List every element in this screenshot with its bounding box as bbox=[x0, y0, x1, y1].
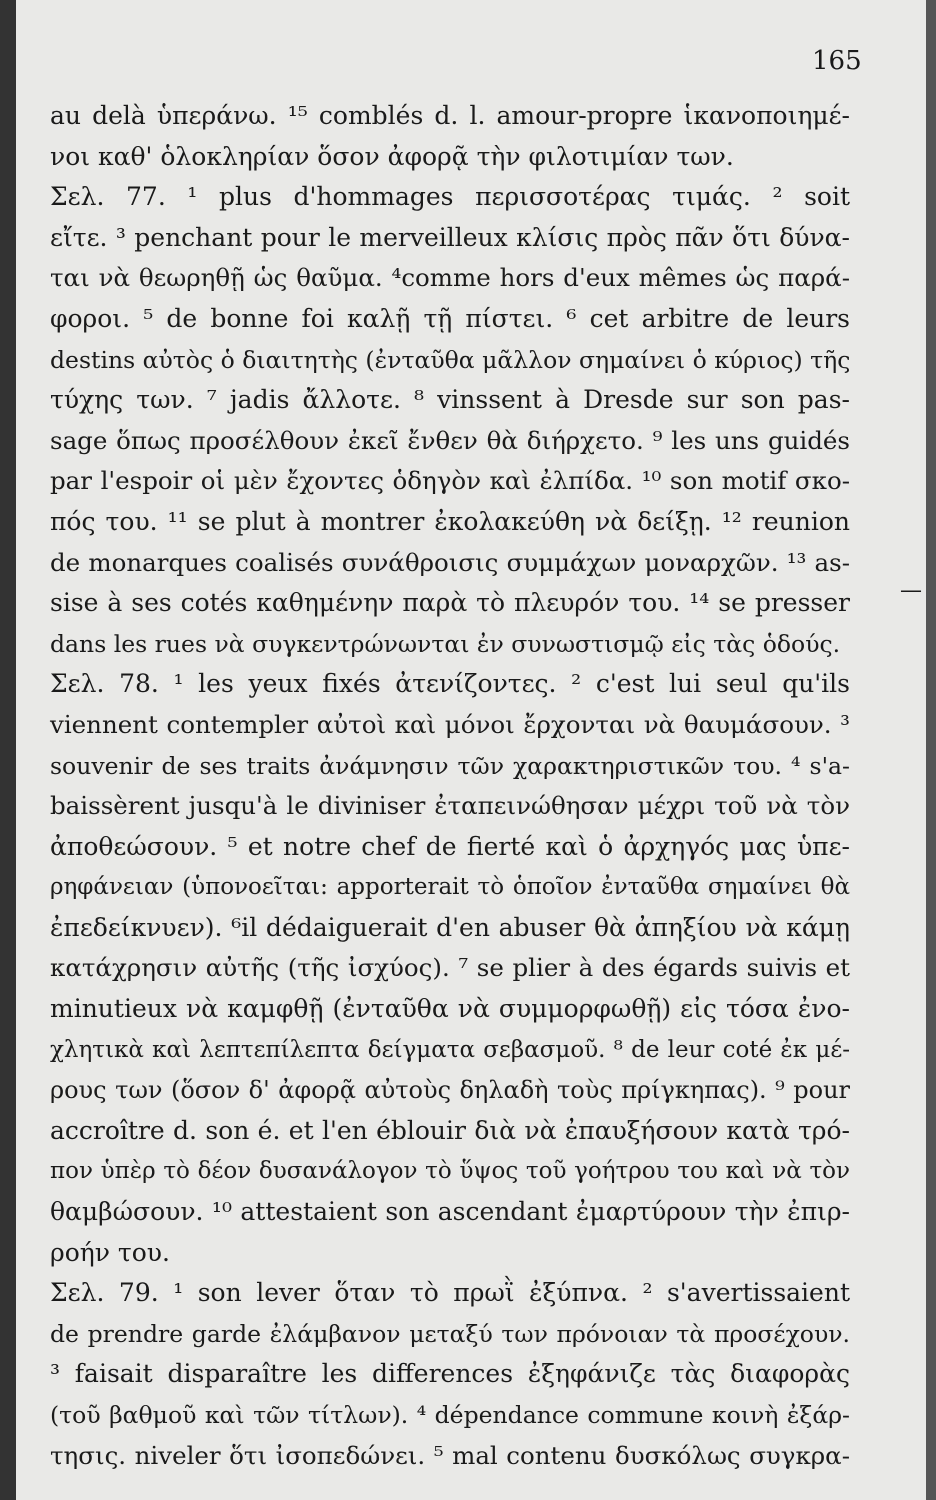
text-line: de prendre garde ἐλάμβανον μεταξύ των πρόνοιαν τὰ προσέχουν. bbox=[50, 1319, 850, 1348]
text-line: ³ faisait disparaître les differences ἐξηφάνιζε τὰς διαφορὰς bbox=[50, 1359, 850, 1389]
margin-mark: — bbox=[900, 578, 922, 603]
text-line: de monarques coalisés συνάθροισις συμμάχων μοναρχῶν. ¹³ as- bbox=[50, 547, 850, 577]
text-line: minutieux νὰ καμφθῇ (ἐνταῦθα νὰ συμμορφωθῇ) εἰς τόσα ἐνο- bbox=[50, 994, 850, 1024]
text-line: πός του. ¹¹ se plut à montrer ἐκολακεύθη νὰ δείξῃ. ¹² reunion bbox=[50, 506, 850, 536]
text-line: πον ὑπὲρ τὸ δέον δυσανάλογον τὸ ὕψος τοῦ γοήτρου του καὶ νὰ τὸν bbox=[50, 1158, 850, 1185]
text-line: ρους των (ὅσον δ' ἀφορᾷ αὐτοὺς δηλαδὴ τοὺς πρίγκηπας). ⁹ pour bbox=[50, 1076, 850, 1105]
text-line: ἐπεδείκνυεν). ⁶il dédaiguerait d'en abuser θὰ ἀπηξίου νὰ κάμῃ bbox=[50, 912, 850, 942]
page-number: 165 bbox=[812, 46, 862, 76]
scan-edge-left bbox=[0, 0, 16, 1500]
text-line: sise à ses cotés καθημένην παρὰ τὸ πλευρόν του. ¹⁴ se presser bbox=[50, 588, 850, 618]
text-line: Σελ. 78. ¹ les yeux fixés ἀτενίζοντες. ² c'est lui seul qu'ils bbox=[50, 669, 850, 699]
scan-edge-right bbox=[926, 0, 936, 1500]
text-line: viennent contempler αὐτοὶ καὶ μόνοι ἔρχονται νὰ θαυμάσουν. ³ bbox=[50, 709, 850, 739]
text-line: baissèrent jusqu'à le diviniser ἐταπεινώθησαν μέχρι τοῦ νὰ τὸν bbox=[50, 791, 850, 821]
text-line: ροήν του. bbox=[50, 1237, 170, 1267]
text-line: souvenir de ses traits ἀνάμνησιν τῶν χαρακτηριστικῶν του. ⁴ s'a- bbox=[50, 751, 850, 780]
text-line: destins αὐτὸς ὁ διαιτητὴς (ἐνταῦθα μᾶλλον σημαίνει ὁ κύριος) τῆς bbox=[50, 345, 851, 374]
text-line: κατάχρησιν αὐτῆς (τῆς ἰσχύος). ⁷ se plier à des égards suivis et bbox=[50, 953, 850, 983]
text-line: ρηφάνειαν (ὑπονοεῖται: apporterait τὸ ὁποῖον ἐνταῦθα σημαίνει θὰ bbox=[50, 874, 850, 901]
text-line: φοροι. ⁵ de bonne foi καλῇ τῇ πίστει. ⁶ cet arbitre de leurs bbox=[50, 303, 850, 333]
text-line: εἴτε. ³ penchant pour le merveilleux κλίσις πρὸς πᾶν ὅτι δύνα- bbox=[50, 222, 850, 252]
text-line: Σελ. 79. ¹ son lever ὅταν τὸ πρωῒ ἐξύπνα. ² s'avertissaient bbox=[50, 1278, 850, 1308]
text-line: au delà ὑπεράνω. ¹⁵ comblés d. l. amour-propre ἱκανοποιημέ- bbox=[50, 101, 850, 130]
glossary-text bbox=[50, 96, 850, 1476]
text-line: dans les rues νὰ συγκεντρώνωνται ἐν συνωστισμῷ εἰς τὰς ὁδούς. bbox=[50, 629, 841, 658]
text-line: θαμβώσουν. ¹⁰ attestaient son ascendant ἐμαρτύρουν τὴν ἐπιρ- bbox=[50, 1197, 850, 1227]
text-line: χλητικὰ καὶ λεπτεπίλεπτα δείγματα σεβασμοῦ. ⁸ de leur coté ἐκ μέ- bbox=[50, 1036, 850, 1063]
text-line: accroître d. son é. et l'en éblouir διὰ νὰ ἐπαυξήσουν κατὰ τρό- bbox=[50, 1115, 850, 1145]
text-line: par l'espoir οἱ μὲν ἔχοντες ὁδηγὸν καὶ ἐλπίδα. ¹⁰ son motif σκο- bbox=[50, 466, 850, 496]
text-line: sage ὅπως προσέλθουν ἐκεῖ ἔνθεν θὰ διήρχετο. ⁹ les uns guidés bbox=[50, 425, 850, 455]
text-line: Σελ. 77. ¹ plus d'hommages περισσοτέρας τιμάς. ² soit bbox=[50, 182, 850, 212]
text-line: τύχης των. ⁷ jadis ἄλλοτε. ⁸ vinssent à Dresde sur son pas- bbox=[50, 385, 850, 415]
text-line: (τοῦ βαθμοῦ καὶ τῶν τίτλων). ⁴ dépendance commune κοινὴ ἐξάρ- bbox=[50, 1401, 850, 1429]
text-line: τησις. niveler ὅτι ἰσοπεδώνει. ⁵ mal contenu δυσκόλως συγκρα- bbox=[50, 1440, 850, 1470]
text-line: ται νὰ θεωρηθῇ ὡς θαῦμα. ⁴comme hors d'eux mêmes ὡς παρά- bbox=[50, 263, 850, 293]
text-line: νοι καθ' ὁλοκληρίαν ὅσον ἀφορᾷ τὴν φιλοτιμίαν των. bbox=[50, 141, 734, 171]
text-line: ἀποθεώσουν. ⁵ et notre chef de fierté καὶ ὁ ἀρχηγός μας ὑπε- bbox=[50, 831, 850, 861]
